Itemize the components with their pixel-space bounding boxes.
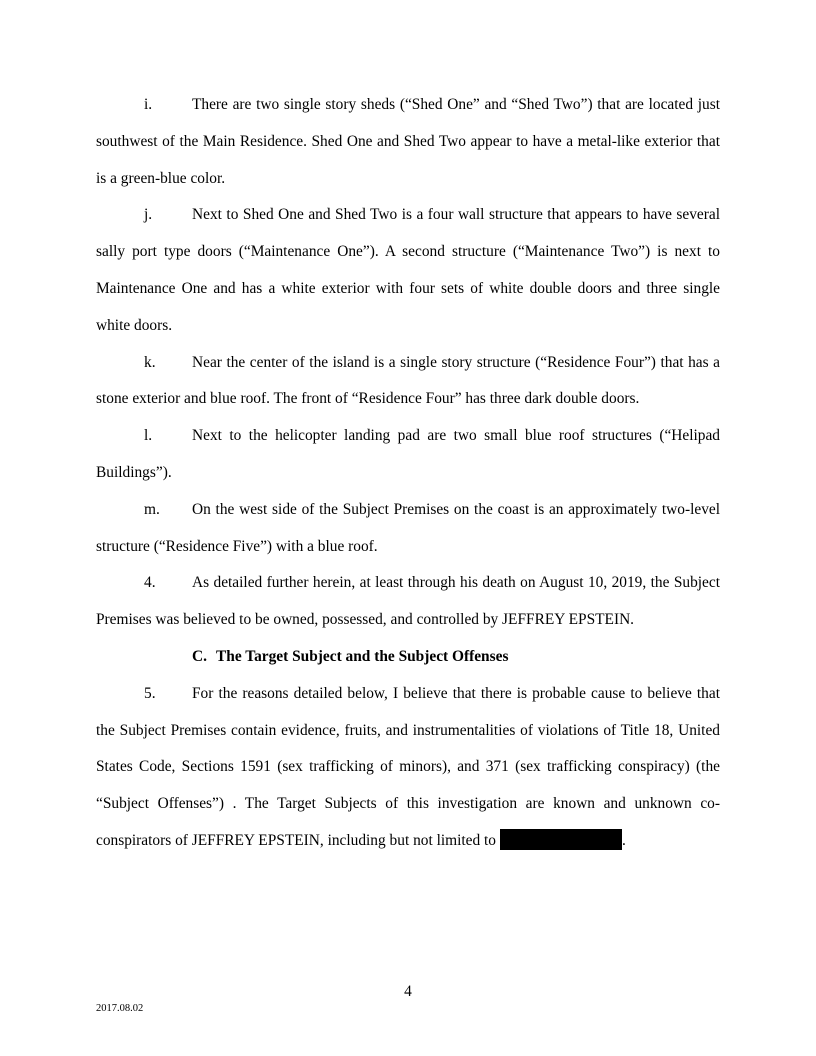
section-title: The Target Subject and the Subject Offenses	[216, 647, 509, 665]
redaction-block	[500, 829, 622, 850]
paragraph-number: j.	[144, 206, 153, 224]
document-version-code: 2017.08.02	[96, 1003, 144, 1014]
paragraph-number: 5.	[144, 684, 156, 702]
paragraph-text: For the reasons detailed below, I believe that there is probable cause to believe that the Subject Premises contain evidence, fruits, and instrumentalities of violations of Title 18, United States Code, Sections 1591 (sex trafficking of minors), and 371 (sex trafficking conspiracy) (the “Subject Offenses”) . The Target Subjects of this investigation are known and unknown co-conspirators of JEFFREY EPSTEIN, including but not limited to	[96, 684, 720, 849]
paragraph-k	[96, 345, 720, 419]
paragraph-text: Near the center of the island is a single story structure (“Residence Four”) that has a stone exterior and blue roof. The front of “Residence Four” has three dark double doors.	[96, 353, 720, 408]
paragraph-number: l.	[144, 427, 153, 445]
paragraph-text: On the west side of the Subject Premises on the coast is an approximately two-level structure (“Residence Five”) with a blue roof.	[96, 500, 720, 555]
paragraph-4	[96, 565, 720, 639]
section-letter: C.	[192, 647, 207, 665]
paragraph-number: m.	[144, 500, 160, 518]
paragraph-end-punctuation: .	[622, 831, 626, 849]
paragraph-text: Next to Shed One and Shed Two is a four wall structure that appears to have several sally port type doors (“Maintenance One”). A second structure (“Maintenance Two”) is next to Maintenance One and has a white exterior with four sets of white double doors and three single white doors.	[96, 206, 720, 334]
paragraph-number: k.	[144, 353, 156, 371]
paragraph-i	[96, 87, 720, 197]
page-number: 4	[404, 983, 412, 1000]
paragraph-number: 4.	[144, 574, 156, 592]
paragraph-j	[96, 197, 720, 344]
document-page	[96, 87, 720, 860]
paragraph-l	[96, 418, 720, 492]
paragraph-text: As detailed further herein, at least through his death on August 10, 2019, the Subject Premises was believed to be owned, possessed, and controlled by JEFFREY EPSTEIN.	[96, 574, 720, 629]
paragraph-m	[96, 492, 720, 566]
paragraph-text: Next to the helicopter landing pad are two small blue roof structures (“Helipad Buildings”).	[96, 427, 720, 481]
paragraph-text: There are two single story sheds (“Shed One” and “Shed Two”) that are located just southwest of the Main Residence. Shed One and Shed Two appear to have a metal-like exterior that is a green-blue color.	[96, 96, 720, 187]
paragraph-number: i.	[144, 96, 153, 113]
paragraph-5	[96, 676, 720, 860]
section-heading	[96, 639, 720, 676]
